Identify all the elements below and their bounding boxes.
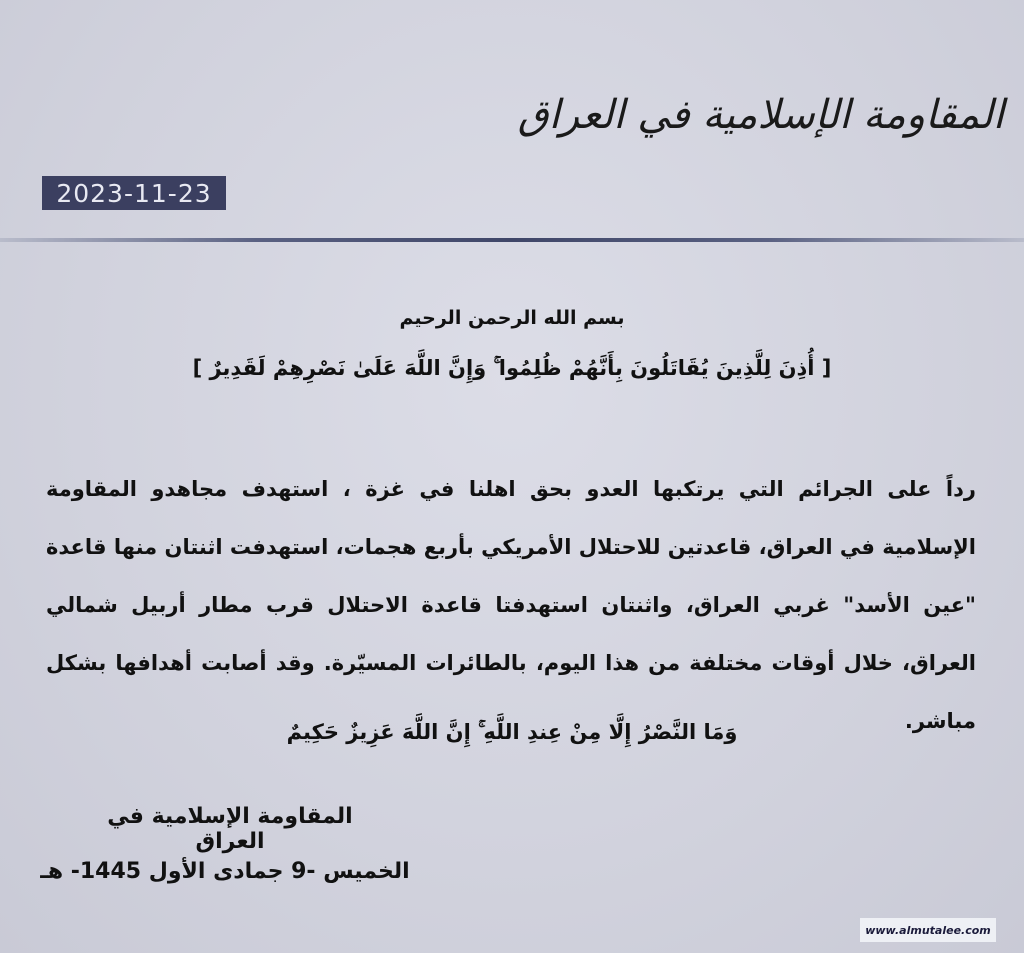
- basmala: بسم الله الرحمن الرحيم: [399, 307, 625, 329]
- statement-body: رداً على الجرائم التي يرتكبها العدو بحق اهلنا في غزة ، استهدف مجاهدو المقاومة الإسلامية في العراق، قاعدتين للاحتلال الأمريكي بأربع هجمات، استهدفت اثنتان منها قاعدة "عين الأسد" غربي العراق، واثنتان استهدفتا قاعدة الاحتلال قرب مطار أربيل شمالي العراق، خلال أوقات مختلفة من هذا اليوم، بالطائرات المسيّرة. وقد أصابت أهدافها بشكل مباشر.: [46, 477, 976, 733]
- signature-date: الخميس -9 جمادى الأول 1445- هـ: [40, 859, 410, 884]
- signature-name: المقاومة الإسلامية في العراق: [107, 804, 353, 854]
- date-badge: 2023-11-23: [42, 176, 226, 210]
- website-watermark: www.almutalee.com: [860, 918, 996, 942]
- closing-verse: وَمَا النَّصْرُ إِلَّا مِنْ عِندِ اللَّهِ ۚ إِنَّ اللَّهَ عَزِيزٌ حَكِيمٌ: [286, 720, 738, 744]
- opening-verse: [ أُذِنَ لِلَّذِينَ يُقَاتَلُونَ بِأَنَّهُمْ ظُلِمُوا ۚ وَإِنَّ اللَّهَ عَلَىٰ نَصْرِهِمْ لَقَدِيرٌ ]: [192, 356, 832, 380]
- organization-logo: المقاومة الإسلامية في العراق: [517, 92, 1004, 138]
- header-divider: [0, 238, 1024, 242]
